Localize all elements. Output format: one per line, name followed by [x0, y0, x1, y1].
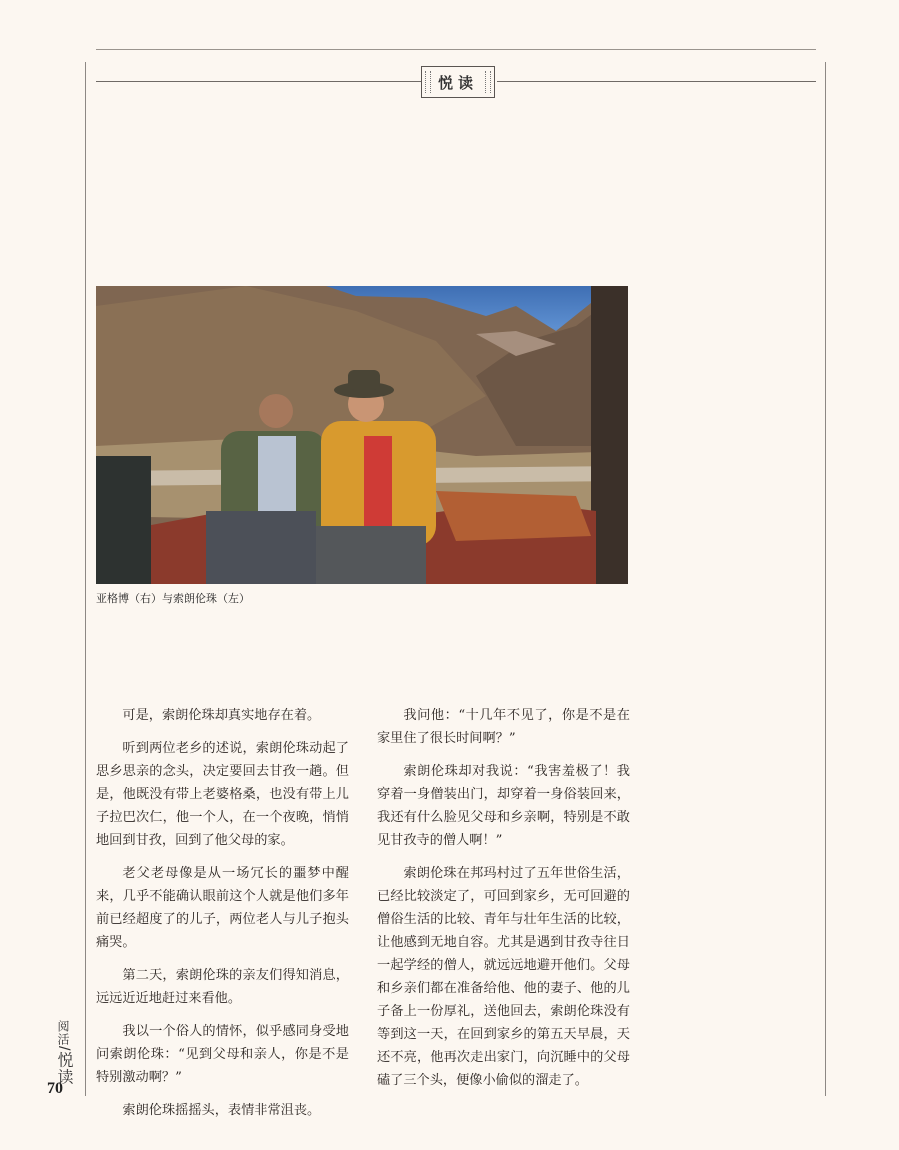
left-margin-rule [85, 62, 86, 1096]
right-margin-rule [825, 62, 826, 1096]
photo-illustration [96, 286, 628, 584]
magazine-section-label [52, 1020, 75, 1085]
paragraph: 听到两位老乡的述说，索朗伦珠动起了思乡思亲的念头，决定要回去甘孜一趟。但是，他既没有带上老婆格桑，也没有带上儿子拉巴次仁，他一个人，在一个夜晚，悄悄地回到甘孜，回到了他父母的家。 [96, 741, 349, 848]
section-title: 悦读 [421, 66, 495, 98]
paragraph: 索朗伦珠摇摇头，表情非常沮丧。 [122, 1103, 321, 1118]
paragraph: 老父老母像是从一场冗长的噩梦中醒来，几乎不能确认眼前这个人就是他们多年前已经超度了的儿子，两位老人与儿子抱头痛哭。 [96, 866, 349, 950]
paragraph: 索朗伦珠在邦玛村过了五年世俗生活，已经比较淡定了，可回到家乡，无可回避的僧俗生活的比较、青年与壮年生活的比较，让他感到无地自容。尤其是遇到甘孜寺往日一起学经的僧人，就远远地避开他们。父母和乡亲们都在准备给他、他的妻子、他的儿子备上一份厚礼，送他回去，索朗伦珠没有等到这一天，在回到家乡的第五天早晨，天还不亮，他再次走出家门，向沉睡中的父母磕了三个头，便像小偷似的溜走了。 [377, 866, 630, 1088]
paragraph: 我问他：“十几年不见了，你是不是在家里住了很长时间啊？” [377, 708, 630, 746]
article-column-right [377, 704, 630, 1102]
magazine-label-b: /悦读 [55, 1046, 72, 1086]
top-rule [96, 49, 816, 50]
paragraph: 我以一个俗人的情怀，似乎感同身受地问索朗伦珠：“见到父母和亲人，你是不是特别激动啊？” [96, 1024, 349, 1085]
paragraph: 索朗伦珠却对我说：“我害羞极了！我穿着一身僧装出门，却穿着一身俗装回来，我还有什么脸见父母和乡亲啊，特别是不敢见甘孜寺的僧人啊！” [377, 764, 630, 848]
article-photo [96, 286, 628, 584]
photo-caption: 亚格博（右）与索朗伦珠（左） [96, 593, 250, 605]
header-rule-left [96, 81, 421, 82]
paragraph: 第二天，索朗伦珠的亲友们得知消息，远远近近地赶过来看他。 [96, 968, 349, 1006]
page-number: 70 [47, 1080, 63, 1097]
header-rule-right [497, 81, 816, 82]
magazine-label-a: 阅活 [56, 1020, 70, 1046]
article-column-left [96, 704, 349, 1132]
paragraph: 可是，索朗伦珠却真实地存在着。 [122, 708, 321, 723]
